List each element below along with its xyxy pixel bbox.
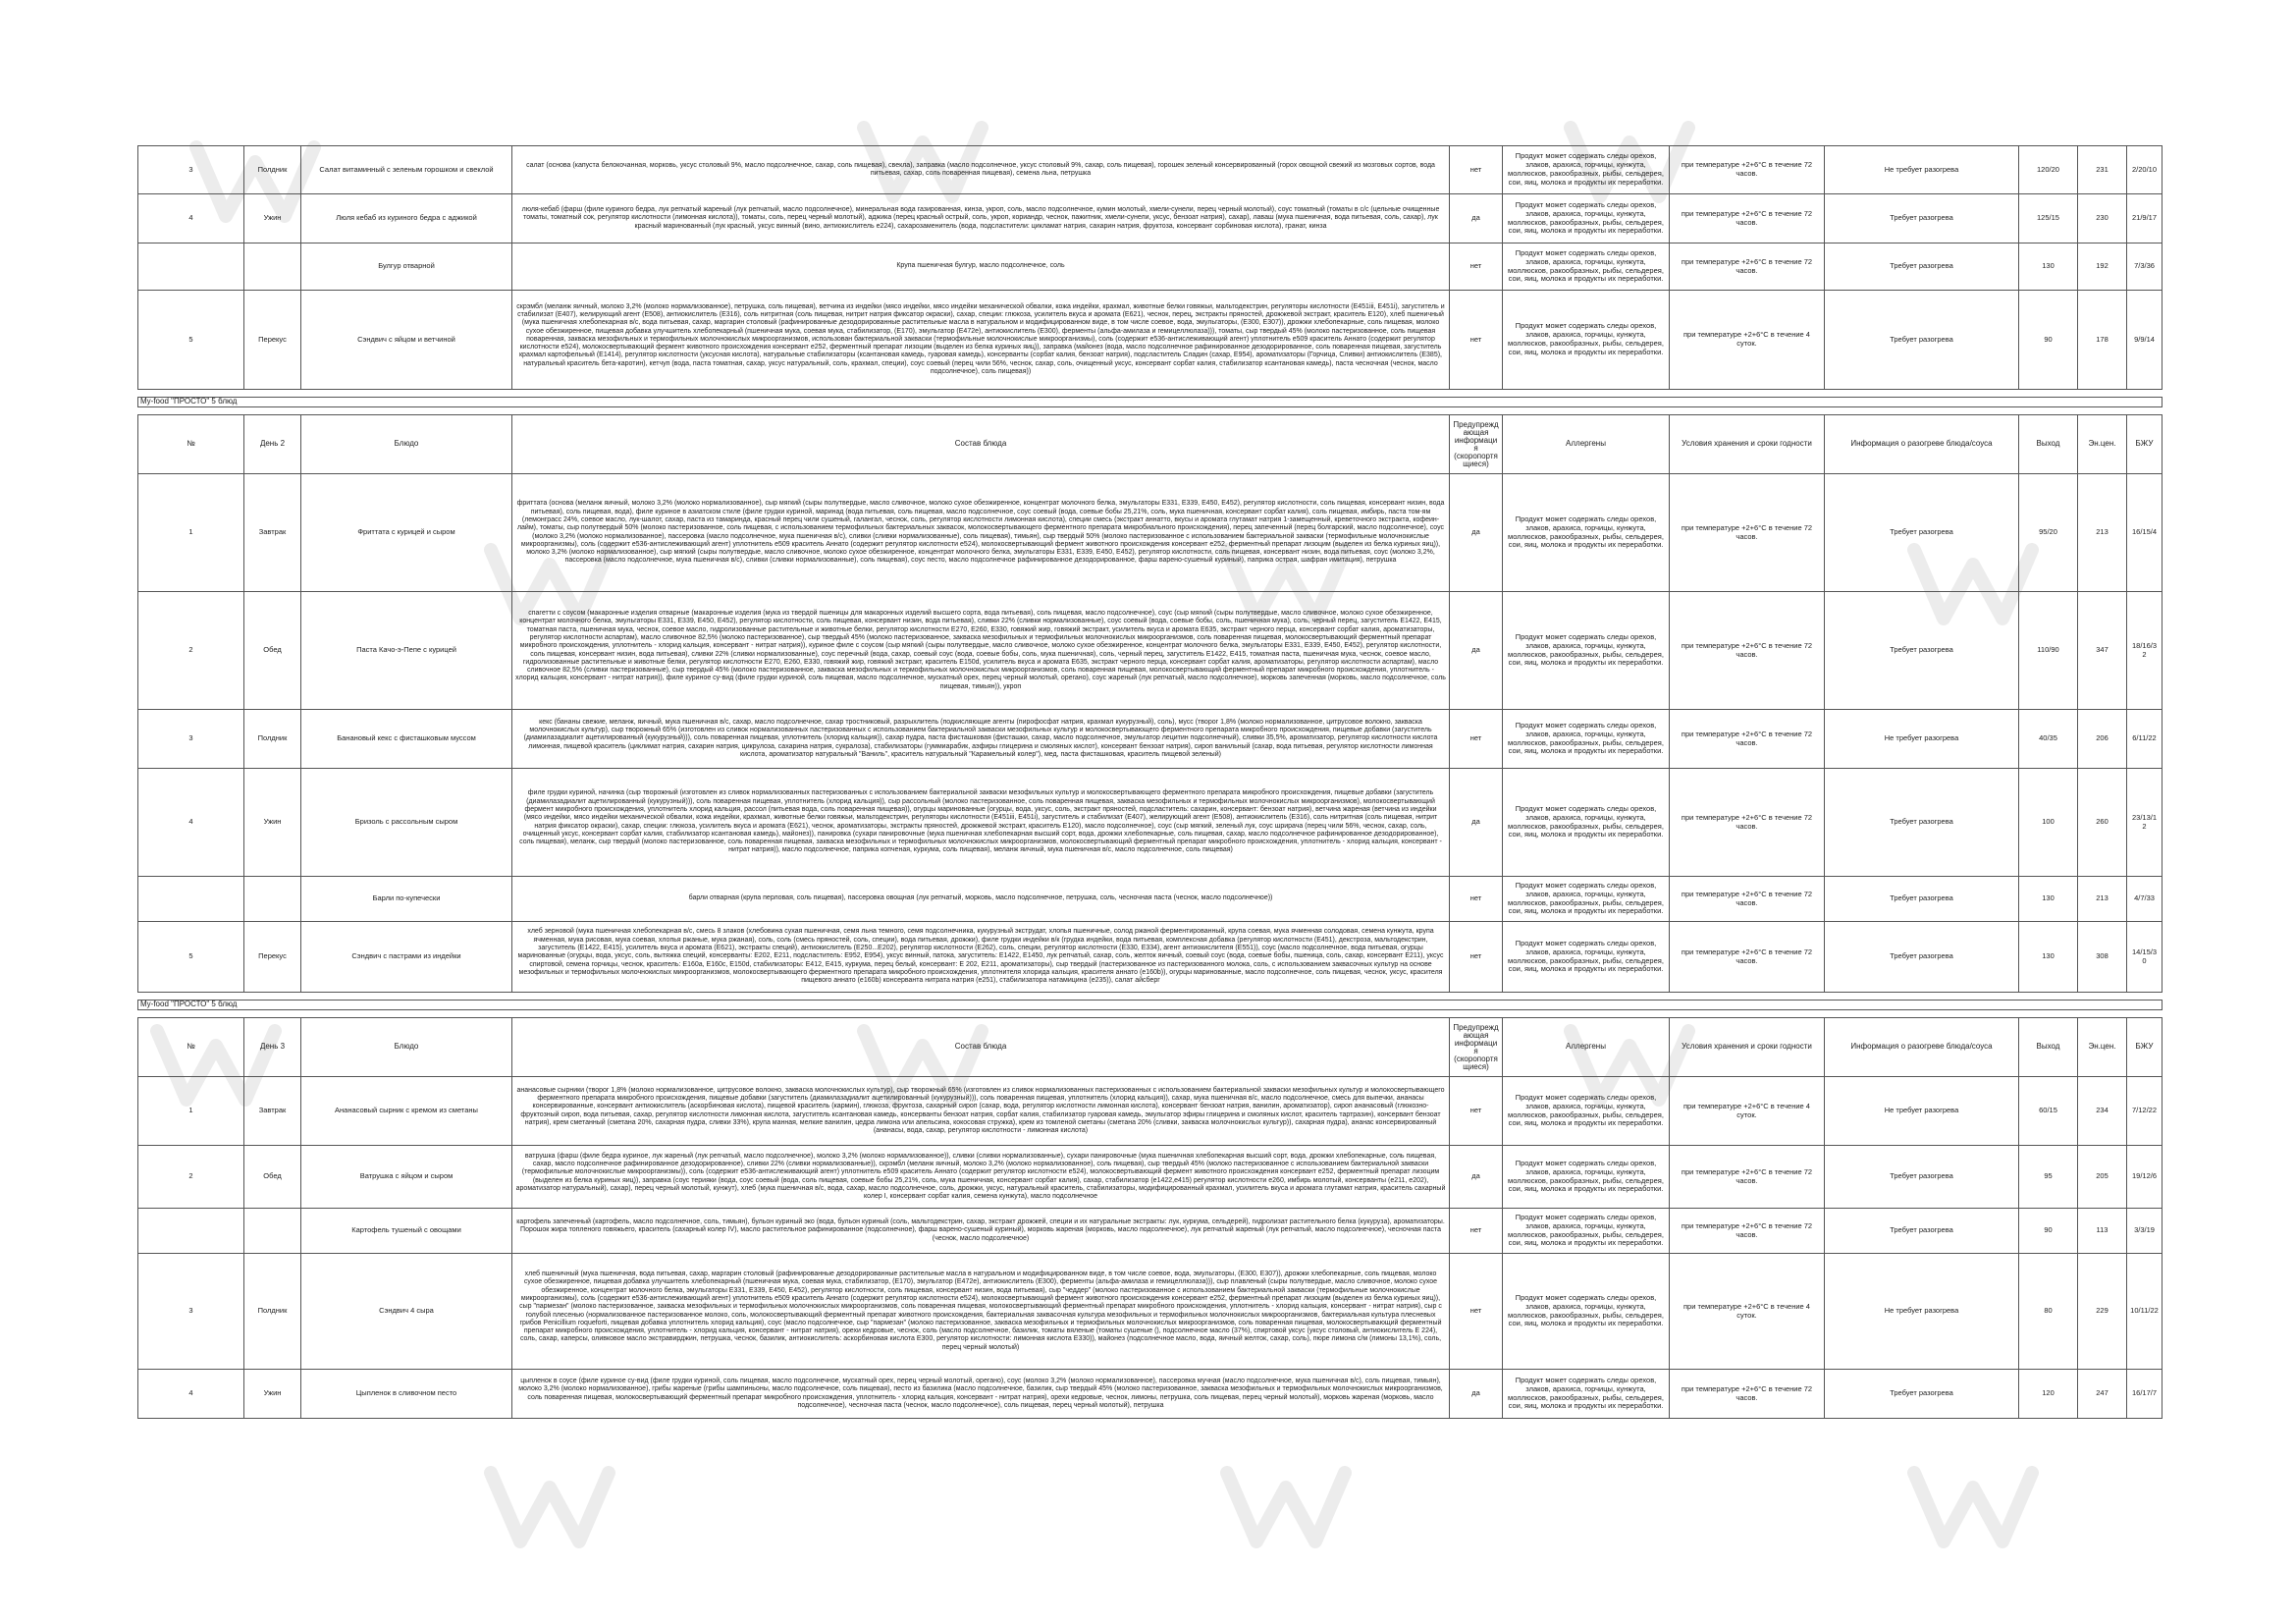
storage-conditions: при температуре +2+6°С в течение 72 часов.	[1670, 922, 1825, 993]
reheat-info: Требует разогрева	[1825, 291, 2019, 390]
row-number	[138, 877, 244, 922]
warning-flag: нет	[1450, 1209, 1503, 1254]
yield: 130	[2019, 243, 2078, 291]
header-storage: Условия хранения и сроки годности	[1670, 415, 1825, 474]
energy: 231	[2078, 146, 2127, 194]
meal-type: Обед	[244, 1146, 301, 1209]
reheat-info: Требует разогрева	[1825, 1146, 2019, 1209]
row-number: 1	[138, 1077, 244, 1146]
table-row	[138, 710, 2163, 769]
table-row	[138, 1146, 2163, 1209]
dish-name: Цыпленок в сливочном песто	[301, 1370, 512, 1419]
meal-type: Ужин	[244, 769, 301, 877]
row-separator	[138, 993, 2163, 1001]
dish-composition: ананасовые сырники (творог 1,8% (молоко нормализованное, цитрусовое волокно, закваска молочнокислых культур), сыр творожный 65% (изготовлен из сливок нормализованных пастеризованных с использованием бактериальной закваски мезофильных культур и молокосвертывающего ферментного препарата микробного происхождения, пищевые добавки (загуститель (диамилазадиалит ацетилированный (кукурузный))), соль поваренная пищевая, уплотнитель (хлорид кальция)), сахар, мука пшеничная в/с, масло подсолнечное, смесь для выпечки, ананасы консервированные, консервант антиокислитель (аскорбиновая кислота), пищевой краситель (кармин), глюкоза, фруктоза, сахарный сироп (сахар, вода, регулятор кислотности лимонная кислота), консервант бензоат натрия, ванилин, ароматизатор), сироп ананасовый (глюкозно-фруктозный сироп, вода питьевая, сахар, регулятор кислотности лимонная кислота, загуститель ксантановая камедь, консерванты бензоат натрия, сорбат калия, стабилизатор гуаровая камедь, эмульгатор эфиры глицерина и смоляных кислот, краситель тартразин), консервант бензоат натрия), крем сметанный (сметана 20%, сахарная пудра, сливки 33%), крупа манная, мелкие ванилин, цедра лимона или апельсина, кокосовая стружка), крем из томленой сметаны (сметана 20% (сливки, закваска молочнокислых культур)), сахарная пудра), ананас консервированный (ананасы, вода, сахар, регулятор кислотности - лимонная кислота)	[512, 1077, 1450, 1146]
bju: 16/15/4	[2127, 474, 2163, 592]
energy: 113	[2078, 1209, 2127, 1254]
storage-conditions: при температуре +2+6°С в течение 72 часов.	[1670, 877, 1825, 922]
energy: 213	[2078, 877, 2127, 922]
meal-type: Завтрак	[244, 474, 301, 592]
header-number: №	[138, 1018, 244, 1077]
separator-cell	[138, 993, 2163, 1001]
yield: 120	[2019, 1370, 2078, 1419]
header-allergens: Аллергены	[1503, 415, 1670, 474]
yield: 60/15	[2019, 1077, 2078, 1146]
menu-table	[137, 145, 2163, 1419]
meal-type: Полдник	[244, 710, 301, 769]
allergens: Продукт может содержать следы орехов, злаков, арахиса, горчицы, кунжута, моллюсков, ракообразных, рыбы, сельдерея, сои, яиц, молока и продукты их переработки.	[1503, 1370, 1670, 1419]
header-allergens: Аллергены	[1503, 1018, 1670, 1077]
dish-name: Люля кебаб из куриного бедра с аджикой	[301, 194, 512, 243]
allergens: Продукт может содержать следы орехов, злаков, арахиса, горчицы, кунжута, моллюсков, ракообразных, рыбы, сельдерея, сои, яиц, молока и продукты их переработки.	[1503, 877, 1670, 922]
storage-conditions: при температуре +2+6°С в течение 72 часов.	[1670, 474, 1825, 592]
table-row	[138, 194, 2163, 243]
meal-type	[244, 877, 301, 922]
warning-flag: да	[1450, 769, 1503, 877]
row-number: 4	[138, 769, 244, 877]
yield: 120/20	[2019, 146, 2078, 194]
reheat-info: Не требует разогрева	[1825, 710, 2019, 769]
meal-type: Перекус	[244, 291, 301, 390]
row-number: 1	[138, 474, 244, 592]
separator-cell	[138, 390, 2163, 398]
allergens: Продукт может содержать следы орехов, злаков, арахиса, горчицы, кунжута, моллюсков, ракообразных, рыбы, сельдерея, сои, яиц, молока и продукты их переработки.	[1503, 592, 1670, 710]
reheat-info: Требует разогрева	[1825, 922, 2019, 993]
dish-composition: филе грудки куриной, начинка (сыр творожный (изготовлен из сливок нормализованных пастеризованных с использованием бактериальной закваски мезофильных культур и молокосвертывающего ферментного препарата микробного происхождения, пищевые добавки (загуститель (диамилазадиалит ацетилированный (кукурузный))), соль поваренная пищевая, уплотнитель (хлорид кальция)), сыр рассольный (молоко пастеризованное, соль поваренная пищевая, закваска мезофильных и термофильных молочнокислых микроорганизмов), молокосвертывающий фермент микробного происхождения, уплотнитель хлорид кальция, рассол (питьевая вода, соль поваренная пищевая)), огурцы маринованные (огурцы, вода, уксус, соль, экстракт пряностей, подсластитель: сахарин, консервант: бензоат натрия), ветчина жареная (ветчина из индейки (мясо индейки, мясо индейки механической обвалки, кожа индейки, крахмал, животные белки говяжьи, мальтодекстрин, регуляторы кислотности (E451iii, E451i), загуститель и стабилизат (E407), желирующий агент (E508), антиокислитель (E316), соль нитритная (соль пищевая, нитрит натрия фиксатор окраски), сахар, специи: глюкоза, усилитель вкуса и аромата (E621), чеснок, ароматизаторы, экстракты пряностей, дрожжевой экстракт, краситель E120), масло подсолнечное), соус (сыр мягкий, зеленый лук, соус шрирача (перец чили 56%, чеснок, сахар, соль, очищенный уксус, консервант сорбат калия, стабилизатор ксантановая камедь), майонез)), панировка (сухари панировочные (мука пшеничная хлебопекарная высший сорт, вода, дрожжи хлебопекарные, соль пищевая, сахар, масло подсолнечное рафинированное дезодорированное), соль пищевая), меланж, сыр твердый (молоко пастеризованное, соль поваренная пищевая, закваска мезофильных и термофильных молочнокислых микроорганизмов, молокосвертывающий ферментный препарат микробного происхождения, уплотнитель - хлорид кальция, консервант - нитрат натрия)), масло подсолнечное, паприка копченая, куркума, соль пищевая), меланж яичный, мука пшеничная в/с, масло подсолнечное, соль пищевая)	[512, 769, 1450, 877]
reheat-info: Требует разогрева	[1825, 592, 2019, 710]
reheat-info: Требует разогрева	[1825, 1209, 2019, 1254]
energy: 260	[2078, 769, 2127, 877]
meal-type: Полдник	[244, 1254, 301, 1370]
warning-flag: да	[1450, 592, 1503, 710]
bju: 14/15/30	[2127, 922, 2163, 993]
dish-name: Ананасовый сырник с кремом из сметаны	[301, 1077, 512, 1146]
allergens: Продукт может содержать следы орехов, злаков, арахиса, горчицы, кунжута, моллюсков, ракообразных, рыбы, сельдерея, сои, яиц, молока и продукты их переработки.	[1503, 1077, 1670, 1146]
allergens: Продукт может содержать следы орехов, злаков, арахиса, горчицы, кунжута, моллюсков, ракообразных, рыбы, сельдерея, сои, яиц, молока и продукты их переработки.	[1503, 1146, 1670, 1209]
energy: 347	[2078, 592, 2127, 710]
block-label-row	[138, 398, 2163, 407]
dish-composition: хлеб зерновой (мука пшеничная хлебопекарная в/с, смесь 8 злаков (хлебовина сухая пшеничная, семя льна темного, семя подсолнечника, кукурузный экструдат, хлопья пшеничные, солод ржаной ферментированный, крупа соевая, мука ячменная солодовая, семена кунжута, крупа ячменная, мука рисовая, мука соевая, хлопья ржаные, мука ржаная), соль, соль (смесь пряностей, соль, специи), вода питьевая, дрожжи), филе грудки индейки в/к (грудка индейки, вода питьевая, комплексная добавка (регулятор кислотности (E451), декстроза, мальтодекстрин, загуститель (E1422, E415), усилитель вкуса и аромата (E621), экстракты специй), антиокислитель (E250...E202), регулятор кислотности (E262), соль, специи, регулятор кислотности (E330, E334), агент антиокислителя (E551)), соус (масло подсолнечное, вода питьевая, огурцы маринованные (огурцы, вода, уксус, соль, вытяжка специй, консерванты: E202, E211, подсластитель: E952, E954), уксус винный, патока, загуститель: E1422, E1450, лук репчатый, сахар, соль, желток яичный, соевый соус (вода, соевые бобы, пшеница, соль, сахар, консервант E211), уксус спиртовой, семена горчицы, чеснок, краситель: E160a, E160c, E150d, стабилизаторы: E412, E415, куркума, перец белый, консервант: E 202, E211, ароматизаторы), сыр твердый (пастеризованное из пастеризованного молока, соль, с использованием заквасочных культур на основе мезофильных и термофильных молочнокислых микроорганизмов, молокосвертывающего ферментного препарата микробного происхождения, уплотнителя хлорида кальция, красителя аннато (e160b)), огурцы маринованные, масло подсолнечное, соль пищевая, чеснок, уксус, красителя пищевого аннато (е160b) консерванта нитрата натрия (е251), стабилизатора натамицина (е235)), салат айсберг	[512, 922, 1450, 993]
warning-flag: нет	[1450, 1254, 1503, 1370]
row-number: 5	[138, 922, 244, 993]
energy: 308	[2078, 922, 2127, 993]
row-number: 3	[138, 1254, 244, 1370]
header-storage: Условия хранения и сроки годности	[1670, 1018, 1825, 1077]
yield: 125/15	[2019, 194, 2078, 243]
table-header-row	[138, 1018, 2163, 1077]
dish-name: Сэндвич 4 сыра	[301, 1254, 512, 1370]
reheat-info: Требует разогрева	[1825, 877, 2019, 922]
reheat-info: Требует разогрева	[1825, 194, 2019, 243]
row-number: 4	[138, 1370, 244, 1419]
allergens: Продукт может содержать следы орехов, злаков, арахиса, горчицы, кунжута, моллюсков, ракообразных, рыбы, сельдерея, сои, яиц, молока и продукты их переработки.	[1503, 243, 1670, 291]
header-energy: Эн.цен.	[2078, 415, 2127, 474]
header-energy: Эн.цен.	[2078, 1018, 2127, 1077]
block-label: My-food "ПРОСТО" 5 блюд	[138, 1001, 2163, 1010]
energy: 205	[2078, 1146, 2127, 1209]
storage-conditions: при температуре +2+6°С в течение 72 часов.	[1670, 1146, 1825, 1209]
warning-flag: нет	[1450, 1077, 1503, 1146]
energy: 234	[2078, 1077, 2127, 1146]
reheat-info: Не требует разогрева	[1825, 1077, 2019, 1146]
allergens: Продукт может содержать следы орехов, злаков, арахиса, горчицы, кунжута, моллюсков, ракообразных, рыбы, сельдерея, сои, яиц, молока и продукты их переработки.	[1503, 769, 1670, 877]
dish-composition: скрэмбл (меланж яичный, молоко 3,2% (молоко нормализованное), петрушка, соль пищевая), ветчина из индейки (мясо индейки, мясо индейки механической обвалки, кожа индейки, крахмал, животные белки говяжьи, мальтодекстрин, регуляторы кислотности (E451iii, E451i), загуститель и стабилизат (E407), желирующий агент (E508), антиокислитель (E316), соль нитритная (соль пищевая, нитрит натрия фиксатор окраски), сахар, специи: глюкоза, усилитель вкуса и аромата (E621), чеснок, перец, экстракты пряностей, дрожжевой экстракт, краситель E120), хлеб пшеничный (мука пшеничная хлебопекарная в/с, вода питьевая, сахар, маргарин столовый (рафинированные дезодорированные растительные масла в натуральном и модифицированном виде, в том числе соевое, вода, эмульгаторы, (E300, E307)), дрожжи хлебопекарные, соль пищевая, молоко сухое обезжиренное, пищевая добавка улучшитель хлебопекарный (пшеничная мука, соевая мука, стабилизатор, (E170), эмульгатор (E472e), антиокислитель (E300), ферменты (альфа-амилаза и гемицеллюлаза))), томаты, сыр твердый 45% (молоко пастеризованное, соль пищевая поваренная, закваска мезофильных и термофильных молочнокислых микроорганизмов, использован бактериальной закваски (термофильные молочнокислые микроорганизмы), соль (содержит e536-антислеживающий агент) уплотнитель e509 краситель Аннато (содержит регулятор кислотности е524), молокосвертывающий фермент животного происхождения консервант e252, ферментный препарат лизоцим (выделен из белка куриных яиц)), заправка (майонез (вода, масло подсолнечное рафинированное дезодорированное, соль поваренная пищевая, загуститель крахмал картофельный (E1414), регулятор кислотности (уксусная кислота), натуральные стабилизаторы (ксантановая камедь, гуаровая камедь), консерванты (сорбат калия, бензоат натрия), подсластитель Сладин (сахар, E954), ароматизаторы (Горчица, Сливки) антиокислитель (E385), натуральный краситель бета-каротин), кетчуп (вода, паста томатная, сахар, уксус натуральный, соль, крахмал, специи), соус соевый (перец чили 56%, чеснок, сахар, соль, очищенный уксус, консервант сорбат калия, стабилизатор ксантановая камедь), паста чесночная (чеснок, масло подсолнечное), соль пищевая))	[512, 291, 1450, 390]
storage-conditions: при температуре +2+6°С в течение 72 часов.	[1670, 592, 1825, 710]
table-row	[138, 592, 2163, 710]
allergens: Продукт может содержать следы орехов, злаков, арахиса, горчицы, кунжута, моллюсков, ракообразных, рыбы, сельдерея, сои, яиц, молока и продукты их переработки.	[1503, 146, 1670, 194]
header-number: №	[138, 415, 244, 474]
bju: 7/3/36	[2127, 243, 2163, 291]
row-number: 2	[138, 1146, 244, 1209]
warning-flag: нет	[1450, 291, 1503, 390]
allergens: Продукт может содержать следы орехов, злаков, арахиса, горчицы, кунжута, моллюсков, ракообразных, рыбы, сельдерея, сои, яиц, молока и продукты их переработки.	[1503, 1254, 1670, 1370]
energy: 230	[2078, 194, 2127, 243]
header-yield: Выход	[2019, 415, 2078, 474]
storage-conditions: при температуре +2+6°С в течение 72 часов.	[1670, 146, 1825, 194]
meal-type: Завтрак	[244, 1077, 301, 1146]
storage-conditions: при температуре +2+6°С в течение 72 часов.	[1670, 769, 1825, 877]
block-label: My-food "ПРОСТО" 5 блюд	[138, 398, 2163, 407]
separator-cell	[138, 1010, 2163, 1018]
reheat-info: Не требует разогрева	[1825, 146, 2019, 194]
table-row	[138, 146, 2163, 194]
dish-composition: Крупа пшеничная булгур, масло подсолнечное, соль	[512, 243, 1450, 291]
meal-type: Ужин	[244, 194, 301, 243]
dish-composition: кекс (бананы свежие, меланж, яичный, мука пшеничная в/с, сахар, масло подсолнечное, сахар тростниковый, разрыхлитель (подкисляющие агенты (пирофосфат натрия, крахмал кукурузный), соль), мусс (творог 1,8% (молоко нормализованное, цитрусовое волокно, закваска молочнокислых культур), сыр творожный 65% (изготовлен из сливок нормализованных пастеризованных с использованием бактериальной закваски мезофильных культур и молокосвертывающего ферментного препарата микробного происхождения, пищевые добавки (загуститель (диамилазадиалит ацетилированный (кукурузный))), соль поваренная пищевая, уплотнитель (хлорид кальция)), сахар пудра, паста фисташковая (фисташки, сахар, масло подсолнечное, эмульгатор лецитин подсолнечный), сливки 35,5%, ароматизатор, регулятор кислотности кислота лимонная, пищевой краситель (циклимат натрия, сахарин натрия, цикрулоза, сахарина натрия, сукралоза), стабилизаторы (гуммиарабик, аэфиры глицерина и смоляных кислот), консервант бензоат натрия), сироп ванильный (сахар, вода питьевая, регулятор кислотности лимонная кислота, ароматизатор натуральный "Ваниль", краситель натуральный "Карамельный колер"), мед, паста фисташковая, краситель пищевой зеленый)	[512, 710, 1450, 769]
meal-type	[244, 1209, 301, 1254]
yield: 95/20	[2019, 474, 2078, 592]
yield: 95	[2019, 1146, 2078, 1209]
header-reheat: Информация о разогреве блюда/соуса	[1825, 1018, 2019, 1077]
reheat-info: Требует разогрева	[1825, 243, 2019, 291]
dish-composition: барли отварная (крупа перловая, соль пищевая), пассеровка овощная (лук репчатый, морковь, масло подсолнечное, петрушка, соль, чесночная паста (чеснок, масло подсолнечное))	[512, 877, 1450, 922]
warning-flag: да	[1450, 474, 1503, 592]
yield: 90	[2019, 291, 2078, 390]
meal-type: Ужин	[244, 1370, 301, 1419]
table-row	[138, 877, 2163, 922]
yield: 130	[2019, 877, 2078, 922]
yield: 90	[2019, 1209, 2078, 1254]
warning-flag: да	[1450, 1146, 1503, 1209]
storage-conditions: при температуре +2+6°С в течение 4 суток.	[1670, 1077, 1825, 1146]
yield: 80	[2019, 1254, 2078, 1370]
bju: 16/17/7	[2127, 1370, 2163, 1419]
allergens: Продукт может содержать следы орехов, злаков, арахиса, горчицы, кунжута, моллюсков, ракообразных, рыбы, сельдерея, сои, яиц, молока и продукты их переработки.	[1503, 194, 1670, 243]
row-number: 3	[138, 710, 244, 769]
header-warning: Предупреждающая информация (скоропортящиеся)	[1450, 1018, 1503, 1077]
warning-flag: да	[1450, 194, 1503, 243]
header-day: День 2	[244, 415, 301, 474]
row-number	[138, 1209, 244, 1254]
bju: 4/7/33	[2127, 877, 2163, 922]
separator-cell	[138, 407, 2163, 415]
dish-name: Сэндвич с яйцом и ветчиной	[301, 291, 512, 390]
yield: 40/35	[2019, 710, 2078, 769]
energy: 213	[2078, 474, 2127, 592]
storage-conditions: при температуре +2+6°С в течение 72 часов.	[1670, 1209, 1825, 1254]
header-warning: Предупреждающая информация (скоропортящиеся)	[1450, 415, 1503, 474]
storage-conditions: при температуре +2+6°С в течение 72 часов.	[1670, 194, 1825, 243]
table-row	[138, 291, 2163, 390]
table-row	[138, 1077, 2163, 1146]
storage-conditions: при температуре +2+6°С в течение 72 часов.	[1670, 243, 1825, 291]
header-reheat: Информация о разогреве блюда/соуса	[1825, 415, 2019, 474]
header-dish: Блюдо	[301, 415, 512, 474]
row-separator	[138, 1010, 2163, 1018]
allergens: Продукт может содержать следы орехов, злаков, арахиса, горчицы, кунжута, моллюсков, ракообразных, рыбы, сельдерея, сои, яиц, молока и продукты их переработки.	[1503, 922, 1670, 993]
dish-name: Салат витаминный с зеленым горошком и свеклой	[301, 146, 512, 194]
warning-flag: нет	[1450, 877, 1503, 922]
bju: 19/12/6	[2127, 1146, 2163, 1209]
dish-name: Фриттата с курицей и сыром	[301, 474, 512, 592]
header-composition: Состав блюда	[512, 415, 1450, 474]
row-number: 3	[138, 146, 244, 194]
bju: 7/12/22	[2127, 1077, 2163, 1146]
dish-composition: фриттата (основа (меланж яичный, молоко 3,2% (молоко нормализованное), сыр мягкий (сыры полутвердые, масло сливочное, молоко сухое обезжиренное, концентрат молочного белка, эмульгаторы E331, E339, E450, E452), регулятор кислотности, соль пищевая, консервант низин, вода питьевая), соль пищевая, вода), филе куриное в азиатском стиле (филе грудки куриной, маринад (вода питьевая, соль пищевая, масло подсолнечное, соус соевый (вода, соевые бобы 25,21%, соль, мука пшеничная, консервант сорбат калия), соль пищевая, имбирь, паста том-ям (лемонграсс 24%, соевое масло, лук-шалот, сахар, паста из тамаринда, красный перец чили сушеный, галангал, чеснок, соль, регулятор кислотности лимонная кислота), специи смесь (экстракт аннатто, вкусы и аромата глутамат натрия 1-замещенный, креветочного экстракта, кофеин-лайм), томаты, сыр полутвердый 50% (молоко пастеризованное, соль пищевая, с использованием термофильных бактериальных заквасок, молокосвертывающего ферментного препарата микробиального происхождения), перец запеченный (перец болгарский, масло подсолнечное), соус (молоко 3,2% (молоко нормализованное), пассеровка (масло подсолнечное, мука пшеничная в/с), сливки (сливки нормализованные), соль пищевая), тимьян), сыр твердый 50% (молоко пастеризованное с использованием бактериальной закваски (термофильные молочнокислые микроорганизмы), соль (содержит e536-антислеживающий агент) уплотнитель e509 краситель Аннато (содержит регулятор кислотности е524), молокосвертывающий фермент животного происхождения консервант e252, ферментный препарат лизоцим (выделен из белка куриных яиц)), молоко 3,2% (молоко нормализованное), сыр мягкий (сыры полутвердые, масло сливочное, молоко сухое обезжиренное, концентрат молочного белка, эмульгаторы E331, E339, E450, E452), регулятор кислотности, соль пищевая, консервант низин, вода питьевая, соус (молоко 3,2%, пассеровка (масло подсолнечное, мука пшеничная в/с), сливки (сливки нормализованные), соль пищевая), соус песто, масло подсолнечное рафинированное дезодорированное, фарш варено-сушеный куриный), паприка острая, шафран имитация), петрушка	[512, 474, 1450, 592]
dish-composition: картофель запеченный (картофель, масло подсолнечное, соль, тимьян), бульон куриный эко (вода, бульон куриный (соль, мальтодекстрин, сахар, экстракт дрожжей, специи и их натуральные экстракты: лук, куркума, сельдерей), гидролизат растительного белка (кукуруза), ароматизаторы. Порошок жира топленого говяжьего, краситель (сахарный колер IV), масло растительное рафинированное (подсолнечное), фарш варено-сушеный куриный), морковь жареная (морковь, масло подсолнечное), лук репчатый жареный (лук репчатый, масло подсолнечное), чесночная паста (чеснок, масло подсолнечное)	[512, 1209, 1450, 1254]
dish-name: Банановый кекс с фисташковым муссом	[301, 710, 512, 769]
bju: 3/3/19	[2127, 1209, 2163, 1254]
yield: 110/90	[2019, 592, 2078, 710]
storage-conditions: при температуре +2+6°С в течение 72 часов.	[1670, 710, 1825, 769]
bju: 10/11/22	[2127, 1254, 2163, 1370]
bju: 9/9/14	[2127, 291, 2163, 390]
warning-flag: нет	[1450, 243, 1503, 291]
row-number: 2	[138, 592, 244, 710]
table-header-row	[138, 415, 2163, 474]
meal-type	[244, 243, 301, 291]
dish-composition: хлеб пшеничный (мука пшеничная, вода питьевая, сахар, маргарин столовый (рафинированные дезодорированные растительные масла в натуральном и модифицированном виде, в том числе соевое, вода, эмульгаторы, (E300, E307)), дрожжи хлебопекарные, соль пищевая, молоко сухое обезжиренное, пищевая добавка улучшитель хлебопекарный (пшеничная мука, соевая мука, стабилизатор, (E170), эмульгатор (E472e), антиокислитель (E300), ферменты (альфа-амилаза и гемицеллюлаза))), сыр плавленый (сыры полутвердые, масло сливочное, молоко сухое обезжиренное, концентрат молочного белка, эмульгаторы E331, E339, E450, E452), регулятор кислотности, соль пищевая, консервант низин, вода питьевая), сыр "чеддер" (молоко пастеризованное с использованием бактериальной закваски (термофильные молочнокислые микроорганизмы), соль (содержит e536-антислеживающий агент) уплотнитель e509 краситель Аннато (содержит регулятор кислотности е524), молокосвертывающий фермент животного происхождения консервант e252, ферментный препарат лизоцим (выделен из белка куриных яиц)), сыр "пармезан" (молоко пастеризованное, закваска мезофильных и термофильных молочнокислых микроорганизмов, соль поваренная пищевая, молокосвертывающий ферментный препарат микробного происхождения, уплотнитель - хлорид кальция, консервант - нитрат натрия), сыр с голубой плесенью (нормализованное пастеризованное молоко, соль, молокосвертывающий ферментный препарат животного происхождения, бактериальная заквасочная культура мезофильных и термофильных молочнокислых микроорганизмов, бактериальная культура плесневых грибов Penicillium roqueforti, пищевая добавка уплотнитель хлорид кальция), соус (масло подсолнечное, сыр "пармезан" (молоко пастеризованное, закваска мезофильных и термофильных молочнокислых микроорганизмов, соль поваренная пищевая, молокосвертывающий ферментный препарат микробного происхождения, уплотнитель - хлорид кальция, консервант - нитрат натрия), орехи кедровые, чеснок, соль (масло подсолнечное, базилик, томаты вяленые (томаты сушеные (), подсолнечное масло (37%), спиртовой уксус (уксус столовый, антиокислитель E 224), соль, сахар, каперсы, оливковое масло экстравирджин, петрушка, чеснок, базилик, антиокислитель: аскорбиновая кислота E300, регулятор кислотности: лимонная кислота E330)), майонез (подсолнечное масло, вода, яичный желток, сахар, соль), пюре лимона с/м (лимоны 13,1%), соль, перец черный молотый)	[512, 1254, 1450, 1370]
dish-composition: салат (основа (капуста белокочанная, морковь, уксус столовый 9%, масло подсолнечное, сахар, соль пищевая), свекла), заправка (масло подсолнечное, уксус столовый 9%, сахар, соль пищевая), горошек зеленый консервированный (горох овощной свежий из мозговых сортов, вода питьевая, сахар, соль поваренная пищевая), семена льна, петрушка	[512, 146, 1450, 194]
dish-composition: цыпленок в соусе (филе куриное су-вид (филе грудки куриной, соль пищевая, масло подсолнечное, мускатный орех, перец черный молотый, орегано), соус (молоко 3,2% (молоко нормализованное), пассеровка мучная (масло подсолнечное, мука пшеничная в/с), соль пищевая, тимьян), молоко 3,2% (молоко нормализованное), грибы жареные (грибы шампиньоны, масло подсолнечное, соль пищевая), песто из базилика (масло подсолнечное, базилик, сыр твердый 45% (молоко пастеризованное, закваска мезофильных и термофильных молочнокислых микроорганизмов, соль поваренная пищевая, молокосвертывающий ферментный препарат микробного происхождения, уплотнитель - хлорид кальция, консервант - нитрат натрия), орехи кедровые, чеснок, лимоны, петрушка, соль пищевая, перец черный молотый), морковь жареная (морковь, масло подсолнечное), чесночная паста (чеснок, масло подсолнечное), соль пищевая, перец черный молотый), петрушка	[512, 1370, 1450, 1419]
allergens: Продукт может содержать следы орехов, злаков, арахиса, горчицы, кунжута, моллюсков, ракообразных, рыбы, сельдерея, сои, яиц, молока и продукты их переработки.	[1503, 1209, 1670, 1254]
header-day: День 3	[244, 1018, 301, 1077]
table-row	[138, 1370, 2163, 1419]
row-number: 5	[138, 291, 244, 390]
row-number	[138, 243, 244, 291]
allergens: Продукт может содержать следы орехов, злаков, арахиса, горчицы, кунжута, моллюсков, ракообразных, рыбы, сельдерея, сои, яиц, молока и продукты их переработки.	[1503, 474, 1670, 592]
dish-name: Ватрушка с яйцом и сыром	[301, 1146, 512, 1209]
warning-flag: нет	[1450, 710, 1503, 769]
energy: 192	[2078, 243, 2127, 291]
header-composition: Состав блюда	[512, 1018, 1450, 1077]
block-label-row	[138, 1001, 2163, 1010]
header-bju: БЖУ	[2127, 1018, 2163, 1077]
dish-name: Булгур отварной	[301, 243, 512, 291]
header-bju: БЖУ	[2127, 415, 2163, 474]
dish-name: Паста Качо-э-Пепе с курицей	[301, 592, 512, 710]
storage-conditions: при температуре +2+6°С в течение 72 часов.	[1670, 1370, 1825, 1419]
bju: 6/11/22	[2127, 710, 2163, 769]
bju: 18/16/32	[2127, 592, 2163, 710]
yield: 130	[2019, 922, 2078, 993]
meal-type: Перекус	[244, 922, 301, 993]
storage-conditions: при температуре +2+6°С в течение 4 суток.	[1670, 291, 1825, 390]
table-row	[138, 769, 2163, 877]
header-yield: Выход	[2019, 1018, 2078, 1077]
warning-flag: нет	[1450, 922, 1503, 993]
dish-composition: ватрушка (фарш (филе бедра куриное, лук жареный (лук репчатый, масло подсолнечное), молоко 3,2% (молоко нормализованное)), сливки (сливки нормализованные), сухари панировочные (мука пшеничная хлебопекарная высший сорт, вода, дрожжи хлебопекарные, соль пищевая, сахар, масло подсолнечное рафинированное дезодорированное), сливки 22% (сливки нормализованные)), скрэмбл (меланж яичный, молоко 3,2% (молоко нормализованное), соль пищевая), сыр твердый 45% (молоко пастеризованное с использованием бактериальной закваски (термофильные молочнокислые микроорганизмы)), соль (содержит e536-антислеживающий агент) уплотнитель e509 краситель Аннато (содержит регулятор кислотности е524), молокосвертывающий фермент животного происхождения консервант e252, ферментный препарат лизоцим (выделен из белка куриных яиц)), заправка (соус терияки (вода, соус соевый (вода, соль пищевая, соевые бобы 25,21%, соль, мука пшеничная, консервант сорбат калия), сахар, стабилизатор (e1422,e415) регулятор кислотности e260, имбирь молотый, консерванты (e211, e202), ароматизатор натуральный), сахар), перец черный молотый, кунжут), хлеб (мука пшеничная в/с, вода, сахар, масло подсолнечное, соль, дрожжи, уксус, натуральный краситель, стабилизаторы, модифицированный крахмал, усилитель вкуса и аромата глутамат натрия, краситель сахарный колер I, консервант сорбат калия, семена кунжута), масло подсолнечное	[512, 1146, 1450, 1209]
reheat-info: Требует разогрева	[1825, 474, 2019, 592]
bju: 23/13/12	[2127, 769, 2163, 877]
meal-type: Обед	[244, 592, 301, 710]
menu-document	[137, 145, 2162, 1419]
dish-name: Бризоль с рассольным сыром	[301, 769, 512, 877]
reheat-info: Не требует разогрева	[1825, 1254, 2019, 1370]
energy: 229	[2078, 1254, 2127, 1370]
yield: 100	[2019, 769, 2078, 877]
energy: 178	[2078, 291, 2127, 390]
table-row	[138, 1209, 2163, 1254]
allergens: Продукт может содержать следы орехов, злаков, арахиса, горчицы, кунжута, моллюсков, ракообразных, рыбы, сельдерея, сои, яиц, молока и продукты их переработки.	[1503, 710, 1670, 769]
table-row	[138, 243, 2163, 291]
storage-conditions: при температуре +2+6°С в течение 4 суток.	[1670, 1254, 1825, 1370]
header-dish: Блюдо	[301, 1018, 512, 1077]
energy: 206	[2078, 710, 2127, 769]
dish-composition: люля-кебаб (фарш (филе куриного бедра, лук репчатый жареный (лук репчатый, масло подсолнечное), минеральная вода газированная, кинза, укроп, соль, масло подсолнечное, кумин молотый, хмели-сунели, перец черный молотый), соус томатный (томаты в с/с (цельные очищенные томаты, томатный сок, регулятор кислотности (лимонная кислота)), томаты, соль, перец черный молотый), аджика (перец красный острый, соль, укроп, кориандр, чеснок, пажитник, хмели-сунели, уксус, бензоат натрия), сахар), лаваш (мука пшеничная, вода питьевая, соль, сахар), лук красный маринованный (лук красный, уксус винный (вино, антиокислитель е224), сахарозаменитель (вода, подсластители: цикламат натрия, сахарин натрия, фруктоза, консервант сорбиновая кислота), гранат, кинза	[512, 194, 1450, 243]
dish-composition: спагетти с соусом (макаронные изделия отварные (макаронные изделия (мука из твердой пшеницы для макаронных изделий высшего сорта, вода питьевая), соль пищевая, масло подсолнечное), соус (сыр мягкий (сыры полутвердые, масло сливочное, молоко сухое обезжиренное, концентрат молочного белка, эмульгаторы E331, E339, E450, E452), регулятор кислотности, соль пищевая, консервант низин, вода питьевая), сливки 22% (сливки нормализованные), соус соевый (вода, соевые бобы, соль, пшеничная мука), соль, черный перец, загуститель E1422, E415, томатная паста, пшеничная мука, чеснок, соевое масло, гидролизованные растительные и животные белки, регулятор кислотности E270, E260, E330, говяжий жир, говяжий экстракт, усилитель вкуса и аромата E635, экстракт черного перца, консервант сорбат калия, ароматизаторы, регулятор кислотности аспартам), масло сливочное 82,5% (молоко пастеризованное), сыр твердый 45% (молоко пастеризованное, закваска мезофильных и термофильных молочнокислых микроорганизмов, соль поваренная пищевая, молокосвертывающий ферментный препарат микробного происхождения, уплотнитель - хлорид кальция, консервант - нитрат натрия)), куриное филе с соусом (сыр мягкий (сыры полутвердые, масло сливочное, молоко сухое обезжиренное, концентрат молочного белка, эмульгаторы E331, E339, E450, E452), регулятор кислотности, соль пищевая, консервант низин, вода питьевая), сливки 22% (сливки нормализованные), соус перечный (вода, сахар, соевый соус (вода, соевые бобы, соль, мука пшеничная), соль, черный перец, загуститель E1422, E415, томатная паста, пшеничная мука, чеснок, соевое масло, гидролизованные растительные и животные белки, регулятор кислотности E270, E260, E330, говяжий жир, говяжий экстракт, краситель E150d, усилитель вкуса и аромата E635, экстракт черного перца, консервант сорбат калия, ароматизаторы, регулятор кислотности аспартам), масло сливочное 82,5% (сливки пастеризованные), сыр твердый 45% (молоко пастеризованное, закваска мезофильных и термофильных молочнокислых микроорганизмов, соль поваренная пищевая, молокосвертывающий ферментный препарат микробного происхождения, уплотнитель - хлорид кальция, консервант - нитрат натрия)), филе куриное су-вид (филе грудки куриной, соль пищевая, масло подсолнечное, мускатный орех, перец черный молотый, орегано), соус жареный (лук репчатый, масло подсолнечное), морковь запеченная (морковь, масло подсолнечное, соль пищевая, тимьян)), укроп	[512, 592, 1450, 710]
table-row	[138, 1254, 2163, 1370]
energy: 247	[2078, 1370, 2127, 1419]
reheat-info: Требует разогрева	[1825, 1370, 2019, 1419]
dish-name: Картофель тушеный с овощами	[301, 1209, 512, 1254]
warning-flag: нет	[1450, 146, 1503, 194]
table-row	[138, 922, 2163, 993]
reheat-info: Требует разогрева	[1825, 769, 2019, 877]
dish-name: Барли по-купечески	[301, 877, 512, 922]
bju: 2/20/10	[2127, 146, 2163, 194]
row-number: 4	[138, 194, 244, 243]
row-separator	[138, 390, 2163, 398]
meal-type: Полдник	[244, 146, 301, 194]
row-separator	[138, 407, 2163, 415]
dish-name: Сэндвич с пастрами из индейки	[301, 922, 512, 993]
allergens: Продукт может содержать следы орехов, злаков, арахиса, горчицы, кунжута, моллюсков, ракообразных, рыбы, сельдерея, сои, яиц, молока и продукты их переработки.	[1503, 291, 1670, 390]
warning-flag: да	[1450, 1370, 1503, 1419]
bju: 21/9/17	[2127, 194, 2163, 243]
table-row	[138, 474, 2163, 592]
